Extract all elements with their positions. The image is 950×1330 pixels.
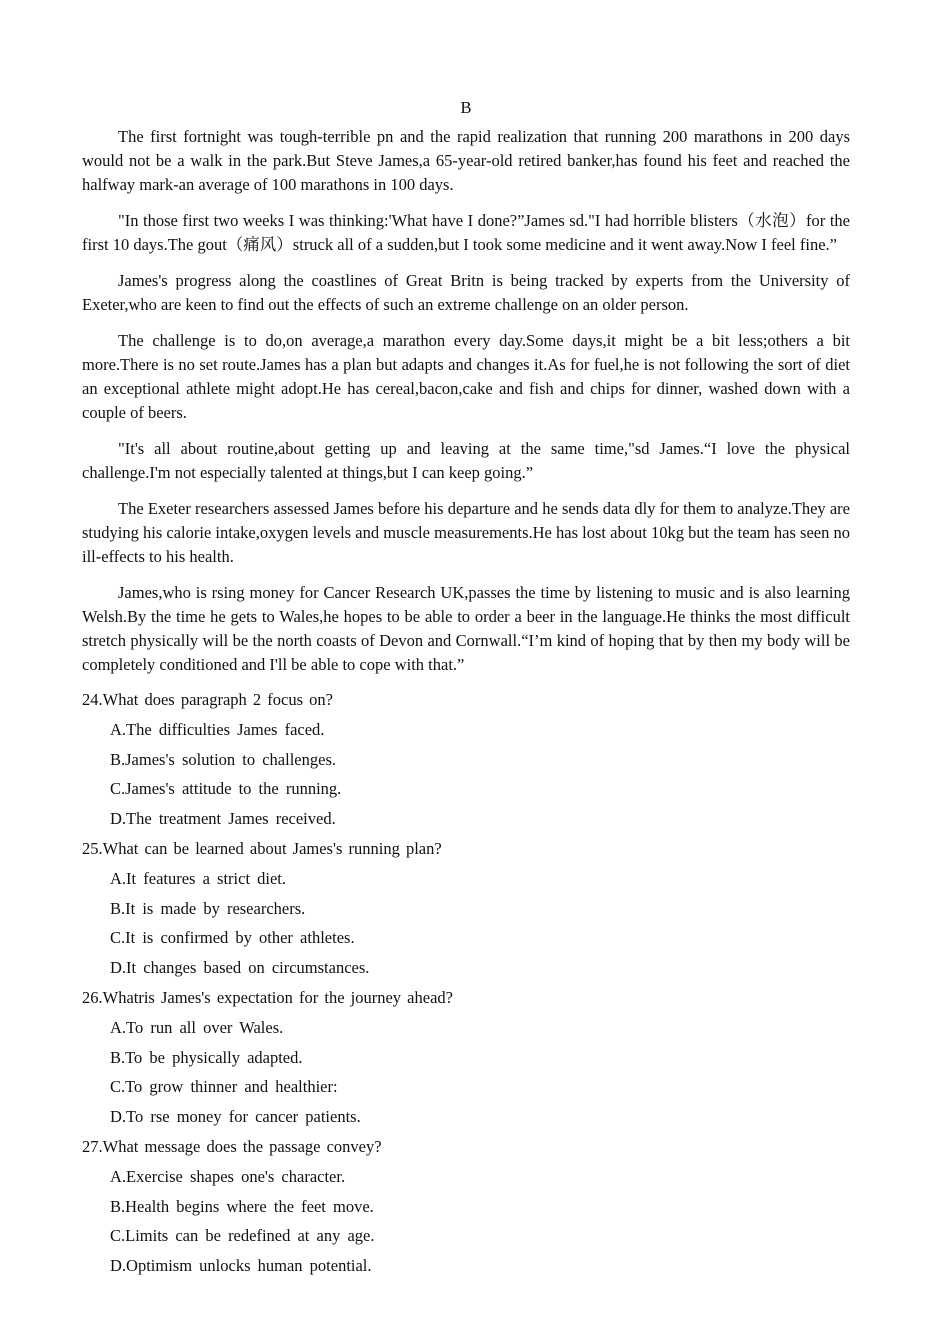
option-c: C.To grow thinner and healthier:: [110, 1077, 338, 1097]
option-c: C.It is confirmed by other athletes.: [110, 928, 355, 948]
question-stem: 26.Whatris James's expectation for the journey ahead?: [82, 987, 453, 1007]
question-stem: 25.What can be learned about James's running plan?: [82, 838, 442, 858]
option-b: B.Health begins where the feet move.: [110, 1196, 374, 1216]
passage: [82, 125, 850, 677]
paragraph-4: The challenge is to do,on average,a marathon every day.Some days,it might be a bit less;others a bit more.There is no set route.James has a plan but adapts and changes it.As for fuel,he is not following the sort of diet an exceptional athlete might adopt.He has cereal,bacon,cake and fish and chips for dinner, washed down with a couple of beers.: [82, 331, 850, 422]
option-b: B.It is made by researchers.: [110, 898, 306, 918]
question-stem: 24.What does paragraph 2 focus on?: [82, 690, 333, 709]
option-a: A.To run all over Wales.: [110, 1017, 284, 1037]
question-27: [82, 1135, 850, 1284]
option-d: D.It changes based on circumstances.: [110, 958, 370, 978]
option-c: C.James's attitude to the running.: [110, 779, 342, 799]
option-d: D.The treatment James received.: [110, 809, 336, 829]
question-list: [82, 688, 850, 1284]
option-d: D.Optimism unlocks human potential.: [110, 1256, 372, 1276]
document-page: [82, 96, 850, 1284]
paragraph-6: The Exeter researchers assessed James before his departure and he sends data dly for them to analyze.They are studying his calorie intake,oxygen levels and muscle measurements.He has lost about 10kg but the team has seen no ill-effects to his health.: [82, 499, 850, 566]
option-d: D.To rse money for cancer patients.: [110, 1107, 361, 1127]
option-a: A.Exercise shapes one's character.: [110, 1166, 346, 1186]
paragraph-3: James's progress along the coastlines of Great Britn is being tracked by experts from the University of Exeter,who are keen to find out the effects of such an extreme challenge on an older person.: [82, 271, 850, 314]
option-b: B.James's solution to challenges.: [110, 749, 336, 769]
paragraph-1: The first fortnight was tough-terrible pn and the rapid realization that running 200 marathons in 200 days would not be a walk in the park.But Steve James,a 65-year-old retired banker,has found his feet and reached the halfway mark-an average of 100 marathons in 100 days.: [82, 127, 850, 194]
option-a: A.The difficulties James faced.: [110, 719, 325, 739]
paragraph-7: James,who is rsing money for Cancer Research UK,passes the time by listening to music and is also learning Welsh.By the time he gets to Wales,he hopes to be able to order a beer in the language.He thinks the most difficult stretch physically will be the north coasts of Devon and Cornwall.“I’m kind of hoping that by then my body will be completely conditioned and I'll be able to cope with that.”: [82, 583, 850, 674]
question-stem: 27.What message does the passage convey?: [82, 1136, 382, 1156]
question-26: [82, 986, 850, 1135]
section-label: B: [460, 98, 472, 117]
option-a: A.It features a strict diet.: [110, 868, 287, 888]
question-25: [82, 837, 850, 986]
paragraph-5: "It's all about routine,about getting up and leaving at the same time,"sd James.“I love the physical challenge.I'm not especially talented at things,but I can keep going.”: [82, 439, 850, 482]
paragraph-2: "In those first two weeks I was thinking:'What have I done?”James sd."I had horrible blisters（水泡）for the first 10 days.The gout（痛风）struck all of a sudden,but I took some medicine and it went away.Now I feel fine.”: [82, 211, 850, 254]
option-b: B.To be physically adapted.: [110, 1047, 303, 1067]
question-24: [82, 688, 850, 837]
option-c: C.Limits can be redefined at any age.: [110, 1226, 375, 1246]
